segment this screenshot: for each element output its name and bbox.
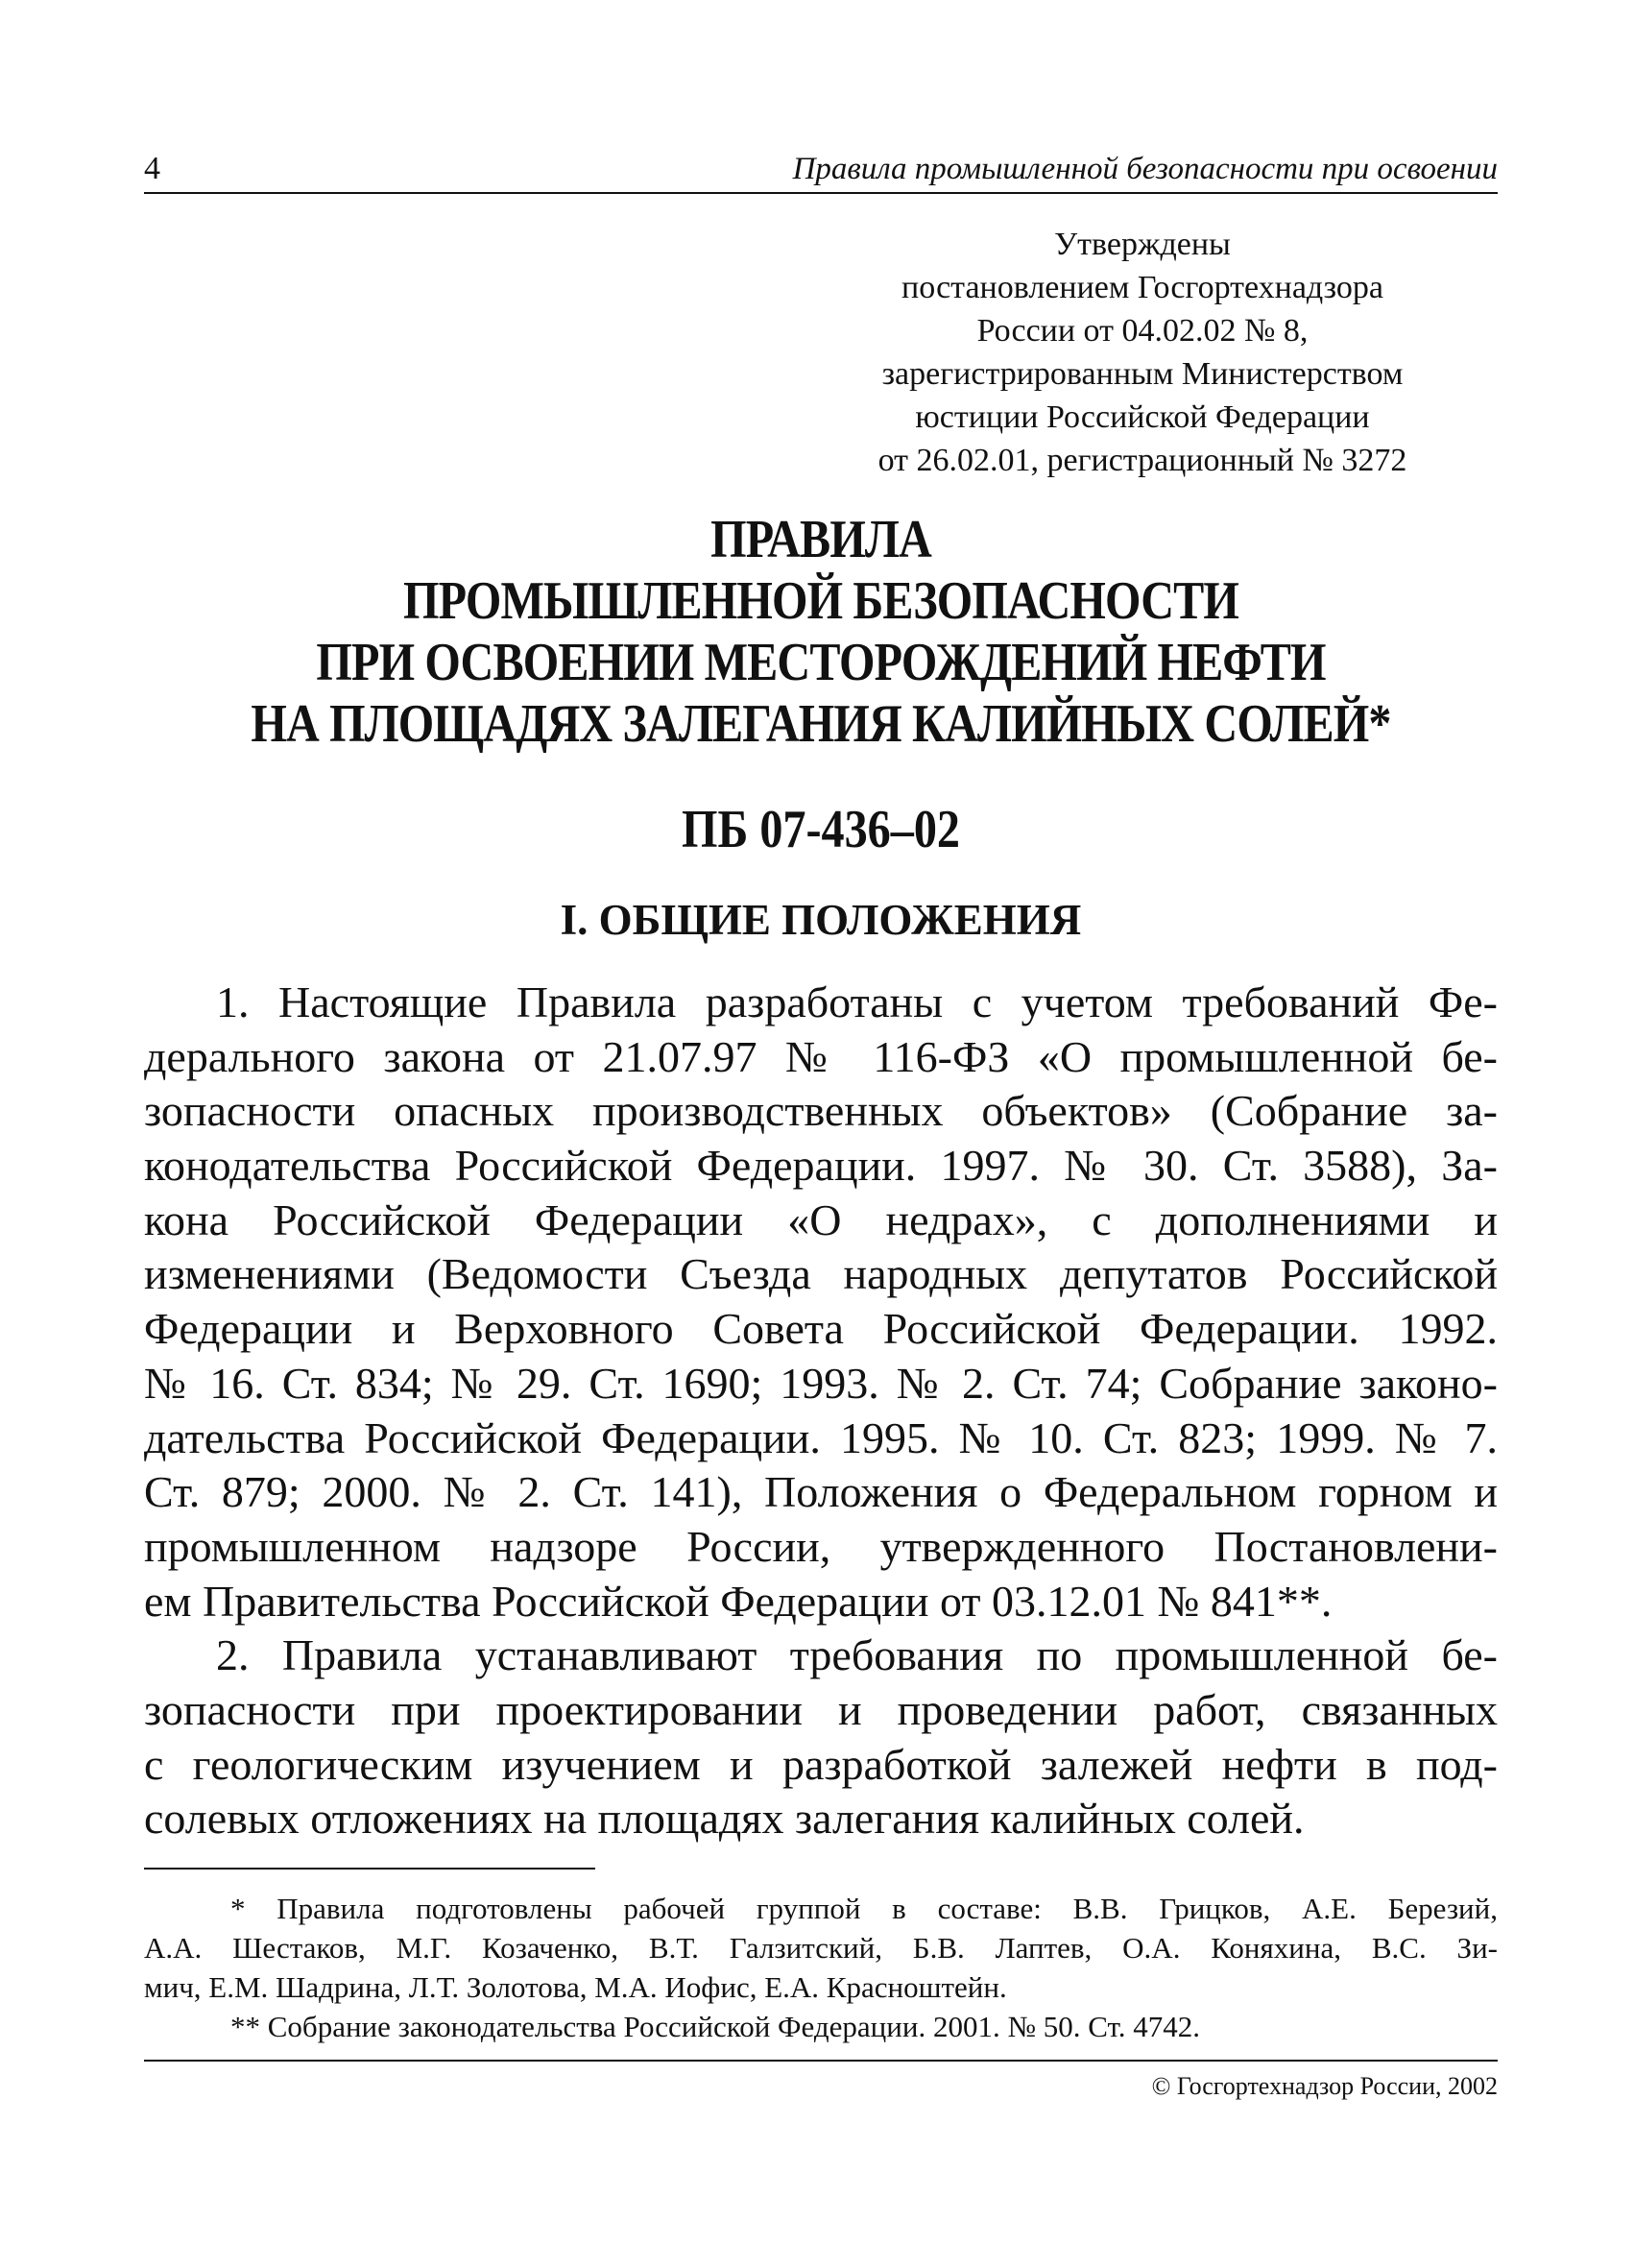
title-line: НА ПЛОЩАДЯХ ЗАЛЕГАНИЯ КАЛИЙНЫХ СОЛЕЙ*: [251, 694, 1391, 754]
paragraph-2: [144, 1629, 1498, 1846]
footnote-divider: [144, 1868, 595, 1870]
text-line: конодательства Российской Федерации. 1997. № 30. Ст. 3588), За-: [144, 1141, 1498, 1191]
document-page: [144, 134, 1498, 2106]
section-title: I. ОБЩИЕ ПОЛОЖЕНИЯ: [560, 896, 1082, 944]
paragraph-1: [144, 976, 1498, 1629]
text-line: кона Российской Федерации «О недрах», с дополнениями и: [144, 1194, 1498, 1244]
footnote-1: [144, 1889, 1498, 2007]
approval-block: [778, 223, 1507, 482]
body-text: [144, 976, 1498, 1846]
approval-line: постановлением Госгортехнадзора: [901, 270, 1383, 305]
text-line: дательства Российской Федерации. 1995. № 10. Ст. 823; 1999. № 7.: [144, 1412, 1498, 1462]
title-line: ПРАВИЛА: [710, 510, 931, 569]
copyright: © Госгортехнадзор России, 2002: [1151, 2072, 1498, 2100]
footnote-line: * Правила подготовлены рабочей группой в составе: В.В. Грицков, А.Е. Березий,: [230, 1892, 1498, 1925]
text-line: ем Правительства Российской Федерации от 03.12.01 № 841**.: [144, 1576, 1333, 1626]
text-line: зопасности опасных производственных объектов» (Собрание за-: [144, 1086, 1498, 1136]
text-line: промышленном надзоре России, утвержденного Постановлени-: [144, 1521, 1498, 1571]
page-number: 4: [144, 151, 160, 186]
running-title: Правила промышленной безопасности при освоении: [792, 152, 1498, 186]
text-line: дерального закона от 21.07.97 № 116-ФЗ «О промышленной бе-: [144, 1031, 1498, 1081]
footnote-line: А.А. Шестаков, М.Г. Козаченко, В.Т. Галзитский, Б.В. Лаптев, О.А. Коняхина, В.С. Зи-: [144, 1931, 1498, 1965]
footnote-line: мич, Е.М. Шадрина, Л.Т. Золотова, М.А. Иофис, Е.А. Красноштейн.: [144, 1970, 1007, 2004]
document-title: [239, 509, 1404, 755]
running-header: [144, 134, 1498, 194]
footnote-2: ** Собрание законодательства Российской Федерации. 2001. № 50. Ст. 4742.: [230, 2010, 1201, 2043]
text-line: 2. Правила устанавливают требования по промышленной бе-: [216, 1630, 1498, 1680]
text-line: изменениями (Ведомости Съезда народных депутатов Российской: [144, 1249, 1498, 1299]
title-line: ПРОМЫШЛЕННОЙ БЕЗОПАСНОСТИ: [402, 571, 1238, 631]
text-line: зопасности при проектировании и проведении работ, связанных: [144, 1684, 1498, 1734]
text-line: № 16. Ст. 834; № 29. Ст. 1690; 1993. № 2. Ст. 74; Собрание законо-: [144, 1358, 1498, 1408]
title-line: ПРИ ОСВОЕНИИ МЕСТОРОЖДЕНИЙ НЕФТИ: [316, 633, 1326, 692]
text-line: 1. Настоящие Правила разработаны с учетом требований Фе-: [216, 977, 1498, 1026]
document-code: ПБ 07-436–02: [681, 800, 961, 859]
approval-line: юстиции Российской Федерации: [915, 399, 1370, 435]
approval-line: от 26.02.01, регистрационный № 3272: [877, 443, 1407, 478]
text-line: солевых отложениях на площадях залегания калийных солей.: [144, 1794, 1305, 1844]
approval-line: Утверждены: [1054, 227, 1231, 262]
bottom-divider: [144, 2060, 1498, 2062]
footnotes: [144, 1889, 1498, 2046]
approval-line: зарегистрированным Министерством: [881, 356, 1404, 392]
text-line: Федерации и Верховного Совета Российской Федерации. 1992.: [144, 1304, 1498, 1354]
approval-line: России от 04.02.02 № 8,: [976, 313, 1309, 349]
text-line: с геологическим изучением и разработкой залежей нефти в под-: [144, 1739, 1498, 1789]
text-line: Ст. 879; 2000. № 2. Ст. 141), Положения о Федеральном горном и: [144, 1467, 1498, 1517]
